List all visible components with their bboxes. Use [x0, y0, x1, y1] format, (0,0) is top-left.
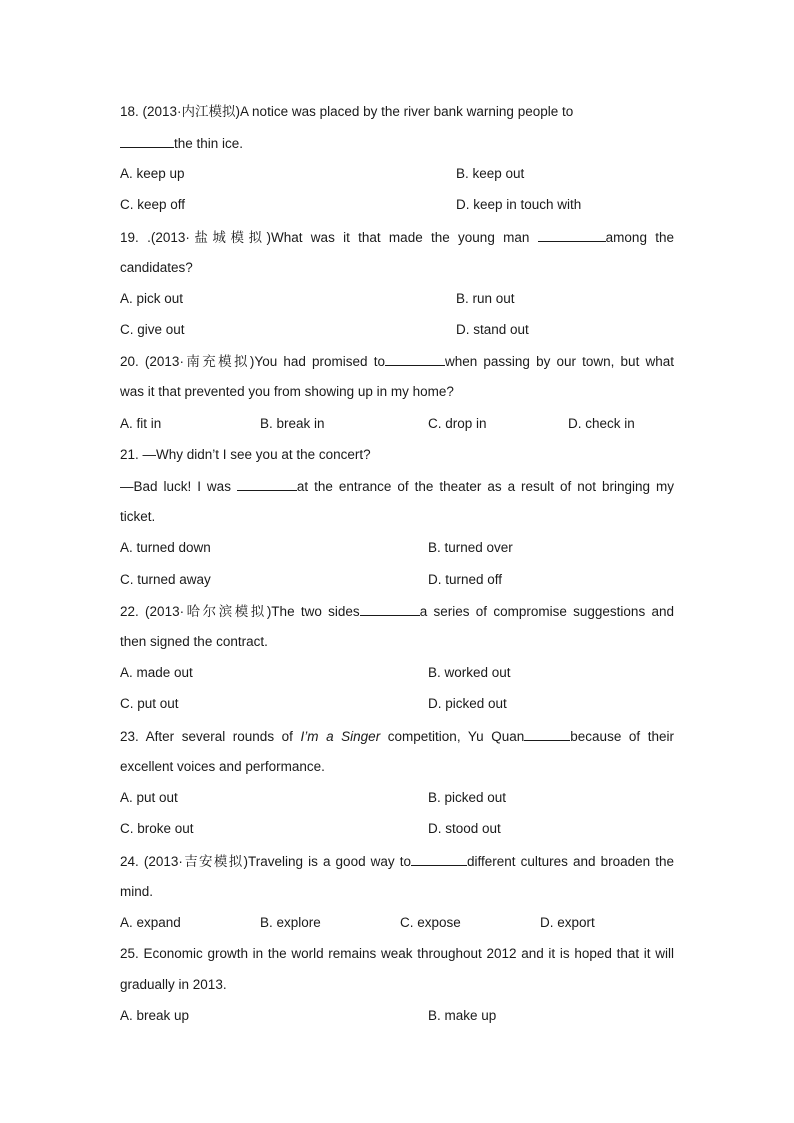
- q20-stem-text: 20. (2013·南充模拟)You had promised to: [120, 354, 385, 369]
- q22-stem-line1: [120, 602, 674, 621]
- q23-stem-text: 23. After several rounds of: [120, 729, 293, 744]
- q24-stem-line2: mind.: [120, 884, 154, 899]
- q22-option-d: D. picked out: [428, 696, 507, 711]
- q22-stem-text: 22. (2013·哈尔滨模拟)The two sides: [120, 604, 360, 619]
- q19-number: 19.: [120, 230, 139, 245]
- q25-stem-line2: gradually in 2013.: [120, 977, 227, 992]
- q21-stem-text: —Bad luck! I was: [120, 479, 231, 494]
- q23-option-c: C. broke out: [120, 821, 194, 836]
- q24-option-d: D. export: [540, 915, 595, 930]
- q25-option-a: A. break up: [120, 1008, 190, 1023]
- q21-stem-line1: 21. —Why didn’t I see you at the concert?: [120, 447, 371, 462]
- q19-option-c: C. give out: [120, 322, 185, 337]
- q22-option-b: B. worked out: [428, 665, 511, 680]
- q19-stem-line2: candidates?: [120, 260, 193, 275]
- q23-show-title: I’m a Singer: [300, 729, 381, 744]
- q25-stem-text: 25. Economic growth in the world remains weak throughout 2012 and it is hoped that it will: [120, 946, 674, 961]
- q21-stem-rest: at the entrance of the theater as a result of not bringing my: [296, 479, 674, 494]
- q23-stem-rest: because of their: [570, 729, 674, 744]
- q18-option-b: B. keep out: [456, 166, 525, 181]
- q18-option-a: A. keep up: [120, 166, 185, 181]
- q19-stem-rest: among the: [605, 230, 675, 245]
- q24-option-c: C. expose: [400, 915, 461, 930]
- q22-option-a: A. made out: [120, 665, 193, 680]
- q20-option-a: A. fit in: [120, 416, 162, 431]
- q24-stem-rest: different cultures and broaden the: [467, 854, 674, 869]
- q19-option-a: A. pick out: [120, 291, 184, 306]
- q19-stem-line1: [120, 228, 674, 247]
- q23-stem-line1: [120, 727, 674, 746]
- answer-blank: [237, 477, 297, 491]
- q24-stem-text: 24. (2013·吉安模拟)Traveling is a good way to: [120, 854, 412, 869]
- q18-stem-line1: 18. (2013·内江模拟)A notice was placed by the river bank warning people to: [120, 104, 574, 119]
- q25-option-b: B. make up: [428, 1008, 497, 1023]
- q20-option-b: B. break in: [260, 416, 325, 431]
- q21-stem-line3: ticket.: [120, 509, 156, 524]
- answer-blank: [360, 602, 420, 616]
- q23-stem-line2: excellent voices and performance.: [120, 759, 325, 774]
- q25-stem-line1: [120, 945, 674, 963]
- q24-option-b: B. explore: [260, 915, 321, 930]
- q23-stem-middle: competition, Yu Quan: [387, 729, 525, 744]
- q22-option-c: C. put out: [120, 696, 179, 711]
- answer-blank: [411, 852, 467, 866]
- q20-stem-line1: [120, 352, 674, 371]
- q21-option-c: C. turned away: [120, 572, 211, 587]
- answer-blank: [385, 352, 445, 366]
- answer-blank: [524, 727, 570, 741]
- q21-option-a: A. turned down: [120, 540, 211, 555]
- q20-stem-line2: was it that prevented you from showing up in my home?: [120, 384, 454, 399]
- q22-stem-line2: then signed the contract.: [120, 634, 268, 649]
- q19-option-b: B. run out: [456, 291, 515, 306]
- q18-option-d: D. keep in touch with: [456, 197, 582, 212]
- q24-stem-line1: [120, 852, 674, 871]
- q20-option-d: D. check in: [568, 416, 635, 431]
- q18-stem-rest: the thin ice.: [174, 136, 244, 151]
- q20-stem-rest: when passing by our town, but what: [444, 354, 674, 369]
- q18-option-c: C. keep off: [120, 197, 186, 212]
- q18-stem-line2: [120, 134, 674, 153]
- q19-stem-text: .(2013·盐城模拟)What was it that made the young man: [147, 230, 530, 245]
- q23-option-b: B. picked out: [428, 790, 507, 805]
- q19-option-d: D. stand out: [456, 322, 529, 337]
- q21-stem-line2: [120, 477, 674, 496]
- answer-blank: [538, 228, 606, 242]
- q21-option-b: B. turned over: [428, 540, 513, 555]
- answer-blank: [120, 134, 174, 148]
- q22-stem-rest: a series of compromise suggestions and: [419, 604, 675, 619]
- q24-option-a: A. expand: [120, 915, 181, 930]
- q23-option-a: A. put out: [120, 790, 178, 805]
- q21-option-d: D. turned off: [428, 572, 503, 587]
- q20-option-c: C. drop in: [428, 416, 487, 431]
- q23-option-d: D. stood out: [428, 821, 501, 836]
